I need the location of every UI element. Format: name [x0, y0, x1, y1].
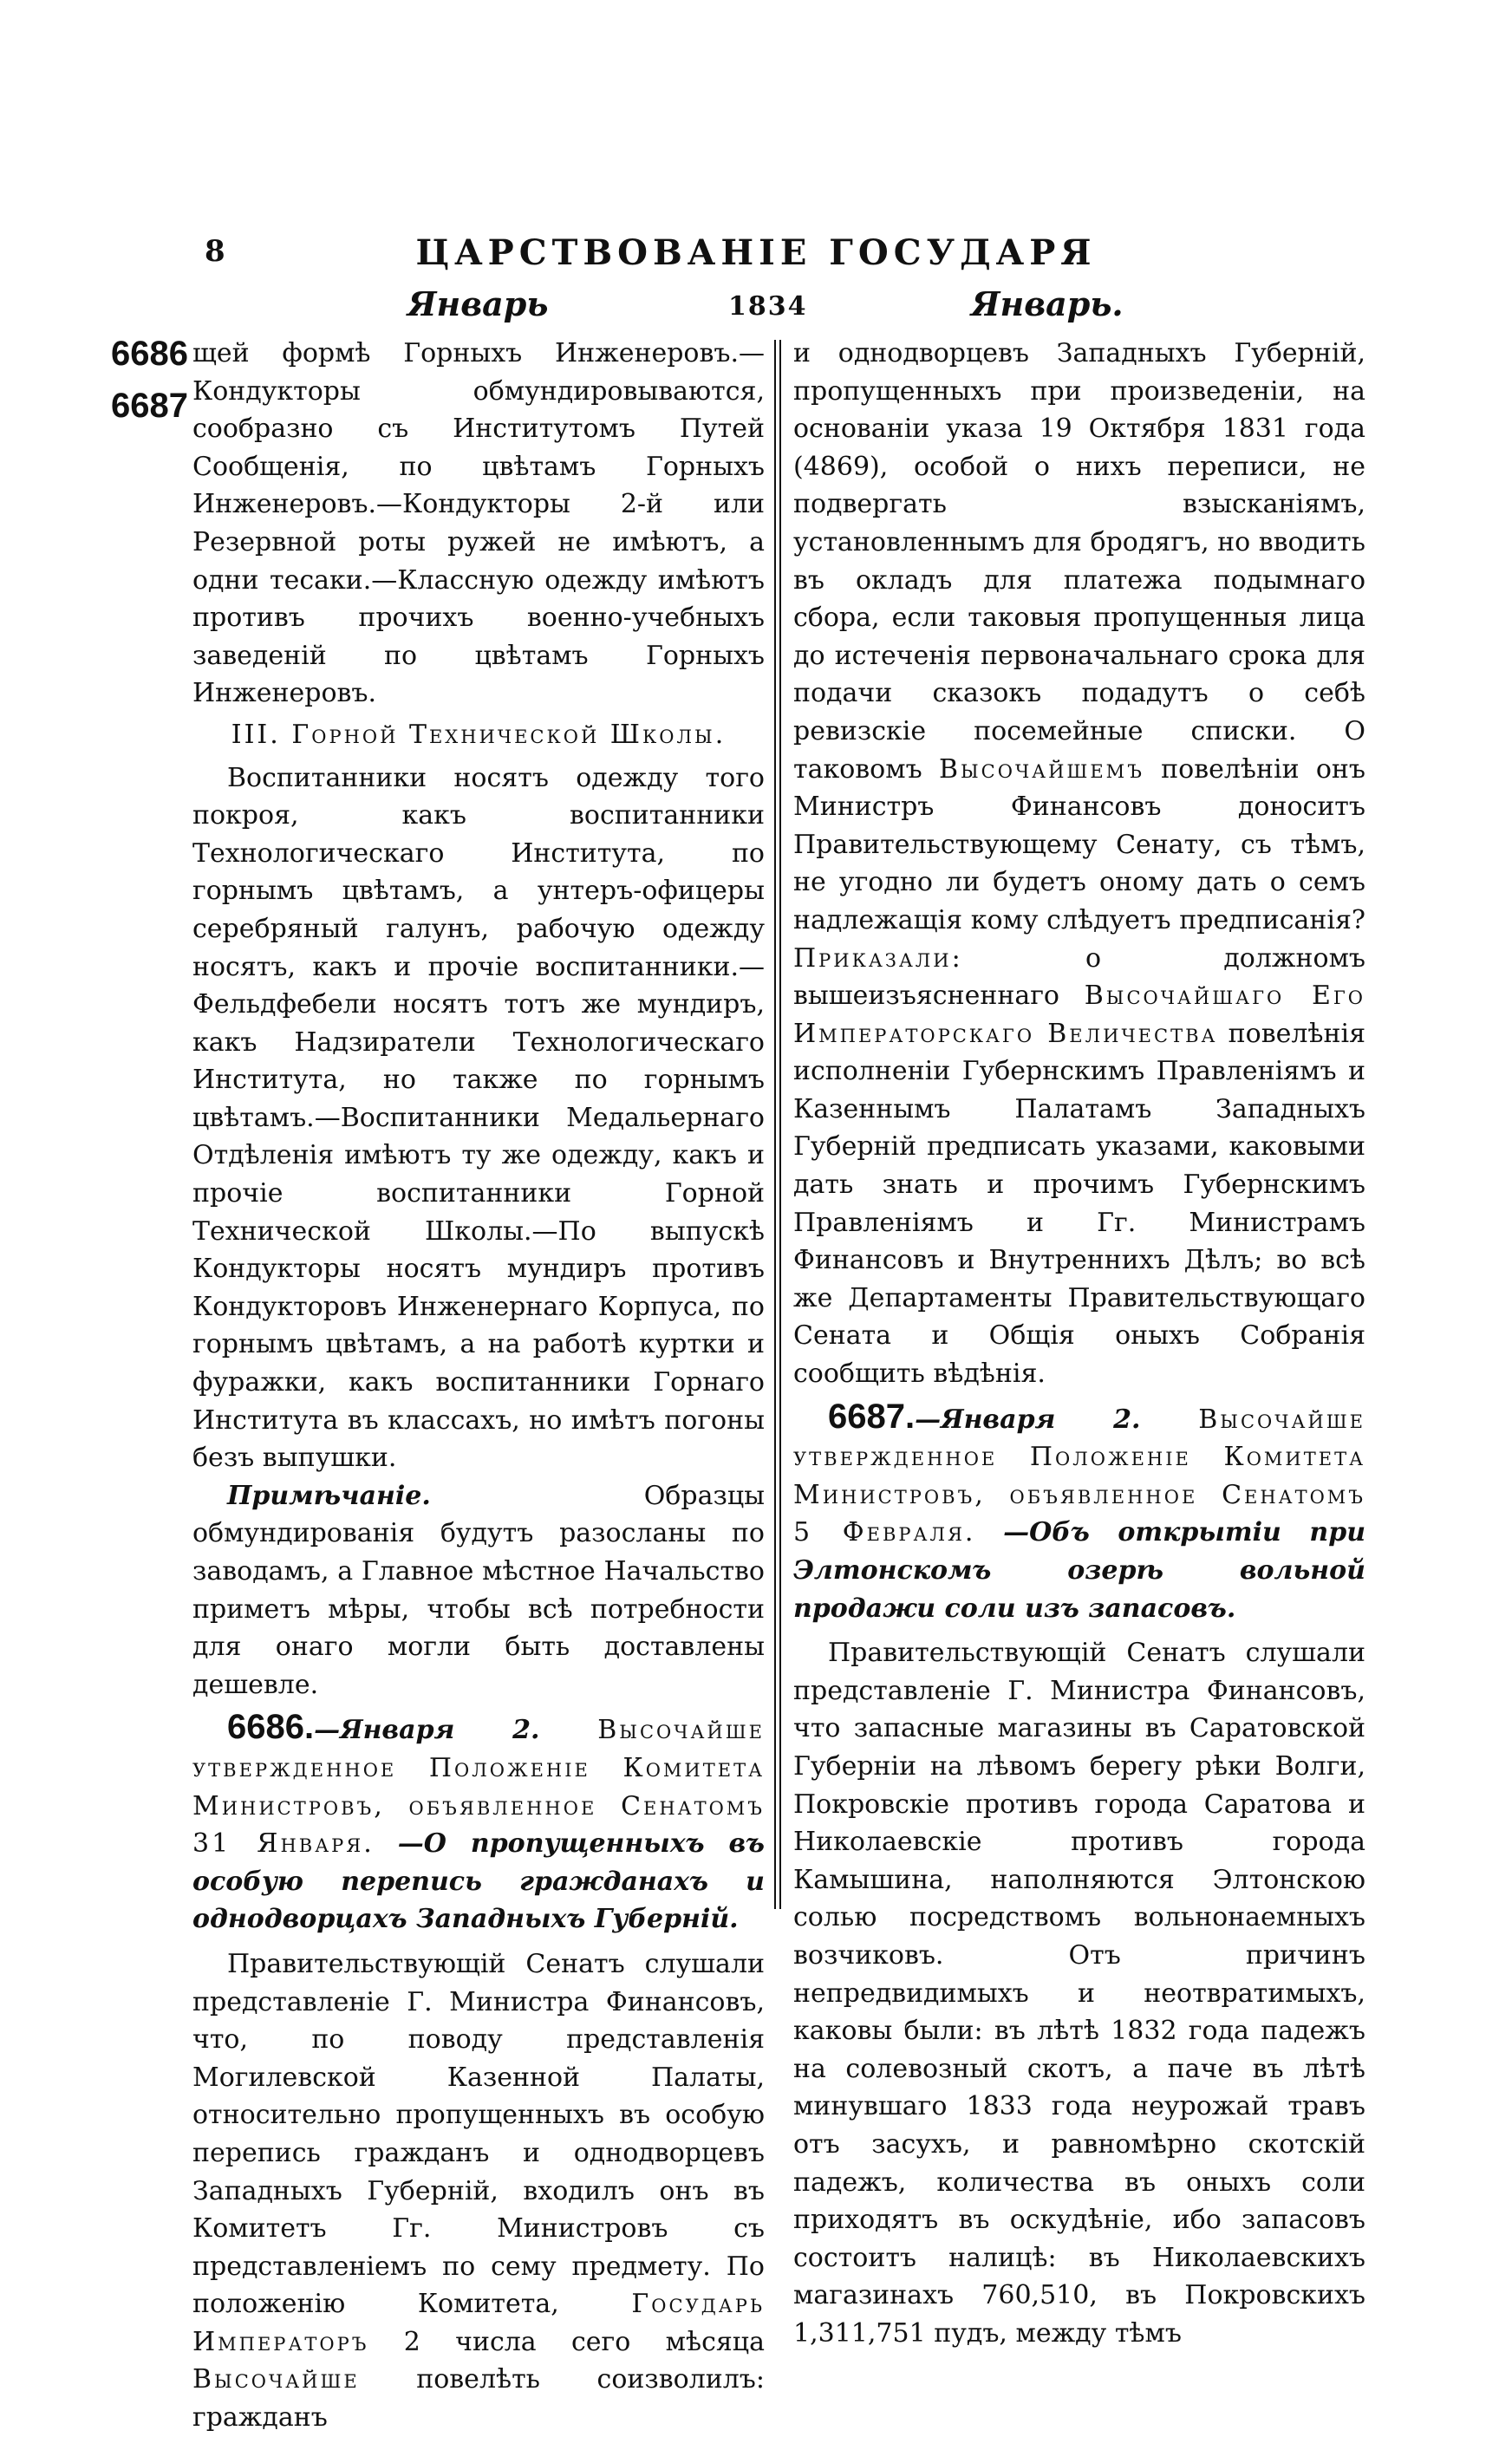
section-title: III. Горной Технической Школы. [231, 719, 727, 750]
year: 1834 [728, 291, 808, 322]
article-6686-text-a: Правительствующій Сенатъ слушали представленіе Г. Министра Финансовъ, что, по поводу представленія Могилевской Казенной Палаты, относительно пропущенныхъ въ особую перепись гражданъ и однодворцевъ Западныхъ Губерній, входилъ онъ въ Комитетъ Гг. Министровъ съ представленіемъ по сему предмету. По положенію Комитета, [192, 1948, 765, 2320]
article-6687-date: —Января 2. [915, 1404, 1199, 1435]
article-6686-date: —Января 2. [314, 1715, 598, 1746]
left-paragraph-1: щей формѣ Горныхъ Инженеровъ.—Кондукторы обмундировываются, сообразно съ Институтомъ Путей Сообщенія, по цвѣтамъ Горныхъ Инженеровъ.—Кондукторы 2-й или Резервной роты ружей не имѣютъ, а одни тесаки.—Классную одежду имѣютъ противъ прочихъ военно-учебныхъ заведеній по цвѣтамъ Горныхъ Инженеровъ. [192, 338, 765, 709]
note-paragraph [192, 1477, 765, 1704]
article-6686-text-c: повелѣть соизволилъ: гражданъ [192, 2364, 765, 2434]
right-paragraph-1a: и однодворцевъ Западныхъ Губерній, пропущенныхъ при произведеніи, на основаніи указа 19 Октября 1831 года (4869), особой о нихъ переписи, не подвергать взысканіямъ, установленнымъ для бродягъ, но вводить въ окладъ для платежа подымнаго сбора, если таковыя пропущенныя лица до истеченія первоначальнаго срока для подачи сказокъ подадутъ о себѣ ревизскіе посемейные списки. О таковомъ [793, 338, 1365, 785]
article-6687-title: —Объ открытіи при Элтонскомъ озерѣ вольной продажи соли изъ запасовъ. [793, 1517, 1365, 1624]
article-6687-heading [793, 1398, 1365, 1628]
article-6686-emperor: Государь Императоръ [192, 2289, 765, 2357]
month-left: Январь [407, 284, 549, 323]
article-6687-number: 6687. [828, 1397, 916, 1436]
right-ordered: Приказали: [793, 942, 963, 974]
note-text: Образцы обмундированія будутъ разосланы по заводамъ, а Главное мѣстное Начальство приметъ мѣры, чтобы всѣ потребности для онаго могли быть доставлены дешевле. [192, 1480, 765, 1700]
article-6686-text [192, 1945, 765, 2437]
article-6686-number: 6686. [227, 1708, 315, 1747]
note-label: Примѣчаніе. [227, 1480, 431, 1511]
margin-number-6686: 6686 [111, 335, 188, 373]
article-6686-heading [192, 1709, 765, 1939]
right-paragraph-1c: о должномъ вышеизъясненнаго [793, 942, 1365, 1012]
column-rule [774, 340, 783, 1909]
month-right: Январь. [971, 284, 1124, 323]
right-majesty: Высочайшаго Его Императорскаго Величества [793, 981, 1365, 1049]
article-6686-title: —О пропущенныхъ въ особую перепись гражданахъ и однодворцахъ Западныхъ Губерній. [192, 1828, 765, 1935]
right-paragraph-1d: повелѣнія исполненіи Губернскимъ Правленіямъ и Казеннымъ Палатамъ Западныхъ Губерній предписать указами, каковыми дать знать и прочимъ Губернскимъ Правленіямъ и Гг. Министрамъ Финансовъ и Внутреннихъ Дѣлъ; во всѣ же Департаменты Правительствующаго Сената и Общія оныхъ Собранія сообщить вѣдѣнія. [793, 1018, 1366, 1390]
margin-number-6687: 6687 [111, 387, 188, 425]
right-highest: Высочайшемъ [938, 753, 1144, 785]
running-title: ЦАРСТВОВАНІЕ ГОСУДАРЯ [415, 232, 1097, 273]
article-6686-highest: Высочайше [192, 2364, 360, 2395]
right-column [793, 335, 1365, 2352]
left-column [192, 335, 765, 2437]
article-6686-heading-text: Высочайше утвержденное Положеніе Комитета Министровъ, объявленное Сенатомъ 31 Января. [192, 1715, 765, 1860]
article-6687-text: Правительствующій Сенатъ слушали представленіе Г. Министра Финансовъ, что запасные магазины въ Саратовской Губерніи на лѣвомъ берегу рѣки Волги, Покровскіе противъ города Саратова и Николаевскіе противъ города Камышина, наполняются Элтонскою солью посредствомъ вольнонаемныхъ возчиковъ. Отъ причинъ непредвидимыхъ и неотвратимыхъ, каковы были: въ лѣтѣ 1832 года падежъ на солевозный скотъ, а паче въ лѣтѣ минувшаго 1833 года неурожай травъ отъ засухъ, и равномѣрно скотскій падежъ, количества въ оныхъ соли приходятъ въ оскудѣніе, ибо запасовъ состоитъ налицѣ: въ Николаевскихъ магазинахъ 760,510, въ Покровскихъ 1,311,751 пудъ, между тѣмъ [793, 1638, 1365, 2349]
right-paragraph-1b: повелѣніи онъ Министръ Финансовъ доноситъ Правительствующему Сенату, съ тѣмъ, не угодно ли будетъ оному дать о семъ надлежащія кому слѣдуетъ предписанія? [793, 753, 1366, 935]
page-number: 8 [205, 234, 225, 269]
article-6687-heading-text: Высочайше утвержденное Положеніе Комитета Министровъ, объявленное Сенатомъ 5 Февраля. [793, 1404, 1365, 1548]
article-6686-text-b: 2 числа сего мѣсяца [368, 2326, 765, 2357]
left-paragraph-2: Воспитанники носятъ одежду того покроя, какъ воспитанники Технологическаго Института, по горнымъ цвѣтамъ, а унтеръ-офицеры серебряный галунъ, рабочую одежду носятъ, какъ и прочіе воспитанники.—Фельдфебели носятъ тотъ же мундиръ, какъ Надзиратели Технологическаго Института, но также по горнымъ цвѣтамъ.—Воспитанники Медальернаго Отдѣленія имѣютъ ту же одежду, какъ и прочіе воспитанники Горной Технической Школы.—По выпускѣ Кондукторы носятъ мундиръ противъ Кондукторовъ Инженернаго Корпуса, по горнымъ цвѣтамъ, а на работѣ куртки и фуражки, какъ воспитанники Горнаго Института въ классахъ, но имѣтъ погоны безъ выпушки. [192, 762, 765, 1474]
right-paragraph-1 [793, 335, 1365, 1393]
